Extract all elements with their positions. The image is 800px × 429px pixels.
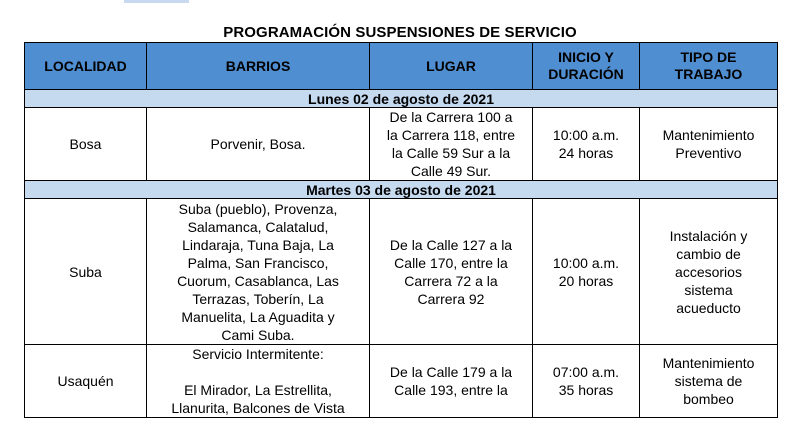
cell-localidad: Suba	[25, 199, 147, 345]
table-row	[25, 345, 778, 418]
cell-inicio: 10:00 a.m. 24 horas	[533, 108, 640, 181]
cell-localidad: Usaquén	[25, 345, 147, 418]
cell-barrios: Servicio Intermitente: El Mirador, La Estrellita, Llanurita, Balcones de Vista	[147, 345, 370, 418]
cell-tipo: Mantenimiento sistema de bombeo	[640, 345, 778, 418]
date-row	[25, 90, 778, 108]
table-row	[25, 199, 778, 345]
table-row	[25, 108, 778, 181]
header-barrios: BARRIOS	[147, 43, 370, 90]
top-highlight-mark	[124, 0, 189, 3]
date-label: Lunes 02 de agosto de 2021	[25, 90, 778, 108]
date-row	[25, 181, 778, 199]
cell-localidad: Bosa	[25, 108, 147, 181]
document-title: PROGRAMACIÓN SUSPENSIONES DE SERVICIO	[223, 24, 577, 41]
cell-lugar: De la Carrera 100 a la Carrera 118, entre la Calle 59 Sur a la Calle 49 Sur.	[370, 108, 533, 181]
cell-lugar: De la Calle 127 a la Calle 170, entre la Carrera 72 a la Carrera 92	[370, 199, 533, 345]
cell-inicio: 07:00 a.m. 35 horas	[533, 345, 640, 418]
cell-barrios: Porvenir, Bosa.	[147, 108, 370, 181]
header-lugar: LUGAR	[370, 43, 533, 90]
cell-tipo: Mantenimiento Preventivo	[640, 108, 778, 181]
date-label: Martes 03 de agosto de 2021	[25, 181, 778, 199]
cell-inicio: 10:00 a.m. 20 horas	[533, 199, 640, 345]
cell-lugar: De la Calle 179 a la Calle 193, entre la	[370, 345, 533, 418]
cell-tipo: Instalación y cambio de accesorios sistema acueducto	[640, 199, 778, 345]
schedule-table	[24, 42, 778, 418]
cell-barrios: Suba (pueblo), Provenza, Salamanca, Calatalud, Lindaraja, Tuna Baja, La Palma, San Francisco, Cuorum, Casablanca, Las Terrazas, Toberín, La Manuelita, La Aguadita y Cami Suba.	[147, 199, 370, 345]
header-row	[25, 43, 778, 90]
header-tipo: TIPO DE TRABAJO	[640, 43, 778, 90]
header-inicio: INICIO Y DURACIÓN	[533, 43, 640, 90]
header-localidad: LOCALIDAD	[25, 43, 147, 90]
